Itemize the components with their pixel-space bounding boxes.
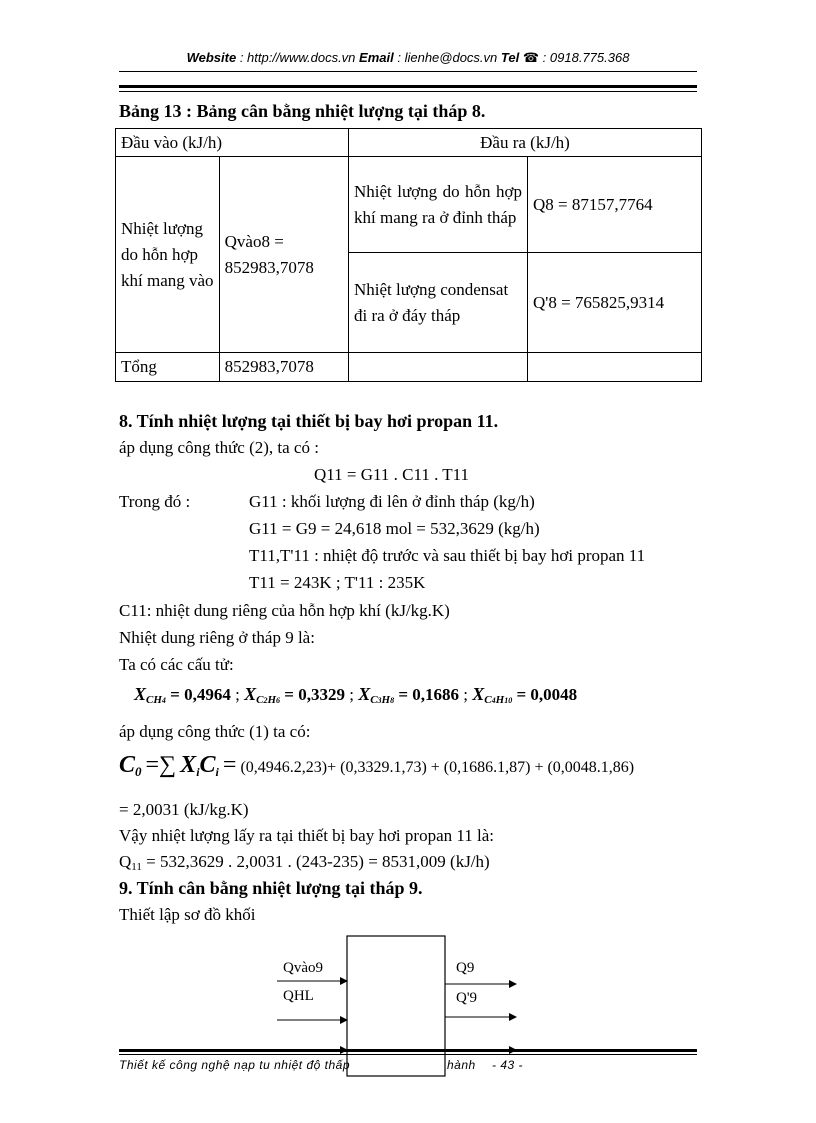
cp-tower9: Nhiệt dung riêng ở tháp 9 là: <box>119 628 315 647</box>
x-ch4-value: = 0,4964 <box>170 685 231 704</box>
tower9-box <box>347 936 445 1076</box>
x-c3h8-symbol: $X_{C3H8}$ <box>358 684 395 706</box>
apply-formula-2: áp dụng công thức (2), ta có : <box>119 438 319 457</box>
q11-result-value: = 532,3629 . 2,0031 . (243-235) = 8531,009 (kJ/h) <box>146 852 490 871</box>
x-c3h8-value: = 0,1686 <box>398 685 460 704</box>
email-label: Email <box>359 50 394 65</box>
footer-rule <box>119 1049 697 1052</box>
out1-label: Q9 <box>456 960 475 976</box>
x-c4h10-value: = 0,0048 <box>516 685 578 704</box>
in-label: Nhiệt lượng do hỗn hợp khí mang vào <box>116 157 220 353</box>
c11-definition: C11: nhiệt dung riêng của hỗn hợp khí (kJ/kg.K) <box>119 601 450 620</box>
def-g11: G11 : khối lượng đi lên ở đỉnh tháp (kg/h) <box>249 492 535 511</box>
heat-taken-label: Vậy nhiệt lượng lấy ra tại thiết bị bay hơi propan 11 là: <box>119 826 494 845</box>
sum-sign: =∑ <box>145 752 177 778</box>
footer-rule-thin <box>119 1054 697 1055</box>
c0-formula: C0 =∑ XiCi = (0,4946.2,23)+ (0,3329.1,73) + (0,1686.1,87) + (0,0048.1,86) <box>119 752 635 779</box>
tel-label: Tel <box>500 50 520 65</box>
out-header: Đầu ra (kJ/h) <box>349 129 702 157</box>
in2-label: QHL <box>283 988 314 1004</box>
footer-left: Thiết kế công nghệ nạp tu nhiệt độ thấp <box>119 1058 350 1072</box>
in1-label: Qvào9 <box>283 960 323 976</box>
where-label: Trong đó : <box>119 492 191 511</box>
out1-label: Nhiệt lượng do hỗn hợp khí mang ra ở đỉnh tháp <box>349 157 528 253</box>
out2-value: Q'8 = 765825,9314 <box>528 253 702 353</box>
x-c2h6-symbol: $X_{C2H6}$ <box>244 684 281 706</box>
apply-formula-1: áp dụng công thức (1) ta có: <box>119 722 311 741</box>
footer-right: hành <box>447 1058 476 1072</box>
website-value[interactable]: : http://www.docs.vn <box>239 50 356 65</box>
c0-expansion: (0,4946.2,23)+ (0,3329.1,73) + (0,1686.1,87) + (0,0048.1,86) <box>240 759 635 776</box>
website-label: Website <box>186 50 237 65</box>
in-value: Qvào8 = 852983,7078 <box>219 157 348 353</box>
mole-fractions: $X_{CH4} = 0,4964$ ; $X_{C2H6} = 0,3329$ ; $X_{C3H8} = 0,1686$ ; $X_{C4H10} = 0,0048$ <box>134 684 578 706</box>
components-intro: Ta có các cấu tử: <box>119 655 234 674</box>
q11-formula: Q11 = G11 . C11 . T11 <box>314 465 470 484</box>
setup-label: Thiết lập sơ đồ khối <box>119 905 256 924</box>
out2-label: Q'9 <box>456 990 478 1006</box>
def-t11-values: T11 = 243K ; T'11 : 235K <box>249 573 426 592</box>
q11-result: $Q_{11} = 532,3629$ . 2,0031 . (243-235) = 8531,009 (kJ/h) <box>119 852 490 873</box>
x-c4h10-symbol: $X_{C4H10}$ <box>472 684 513 706</box>
section8-heading: 8. Tính nhiệt lượng tại thiết bị bay hơi propan 11. <box>119 411 499 431</box>
total-label: Tổng <box>116 353 220 382</box>
section9-heading: 9. Tính cân bằng nhiệt lượng tại tháp 9. <box>119 878 423 898</box>
c0-result: = 2,0031 (kJ/kg.K) <box>119 800 249 819</box>
total-value: 852983,7078 <box>219 353 348 382</box>
tel-value: : 0918.775.368 <box>542 50 630 65</box>
def-g11-value: G11 = G9 = 24,618 mol = 532,3629 (kg/h) <box>249 519 540 538</box>
x-ch4-symbol: $X_{CH4}$ <box>134 684 166 706</box>
email-value[interactable]: : lienhe@docs.vn <box>397 50 498 65</box>
table-caption: Bảng 13 : Bảng cân bằng nhiệt lượng tại tháp 8. <box>119 101 486 121</box>
out2-label: Nhiệt lượng condensat đi ra ở đáy tháp <box>349 253 528 353</box>
x-c2h6-value: = 0,3329 <box>284 685 345 704</box>
in-header: Đầu vào (kJ/h) <box>116 129 349 157</box>
phone-icon: ☎ <box>522 50 540 65</box>
out1-value: Q8 = 87157,7764 <box>528 157 702 253</box>
c0-symbol: C0 <box>119 752 142 779</box>
def-t11: T11,T'11 : nhiệt độ trước và sau thiết bị bay hơi propan 11 <box>249 546 646 565</box>
xi-ci-symbol: XiCi <box>180 752 219 779</box>
page-number: - 43 - <box>492 1058 524 1072</box>
